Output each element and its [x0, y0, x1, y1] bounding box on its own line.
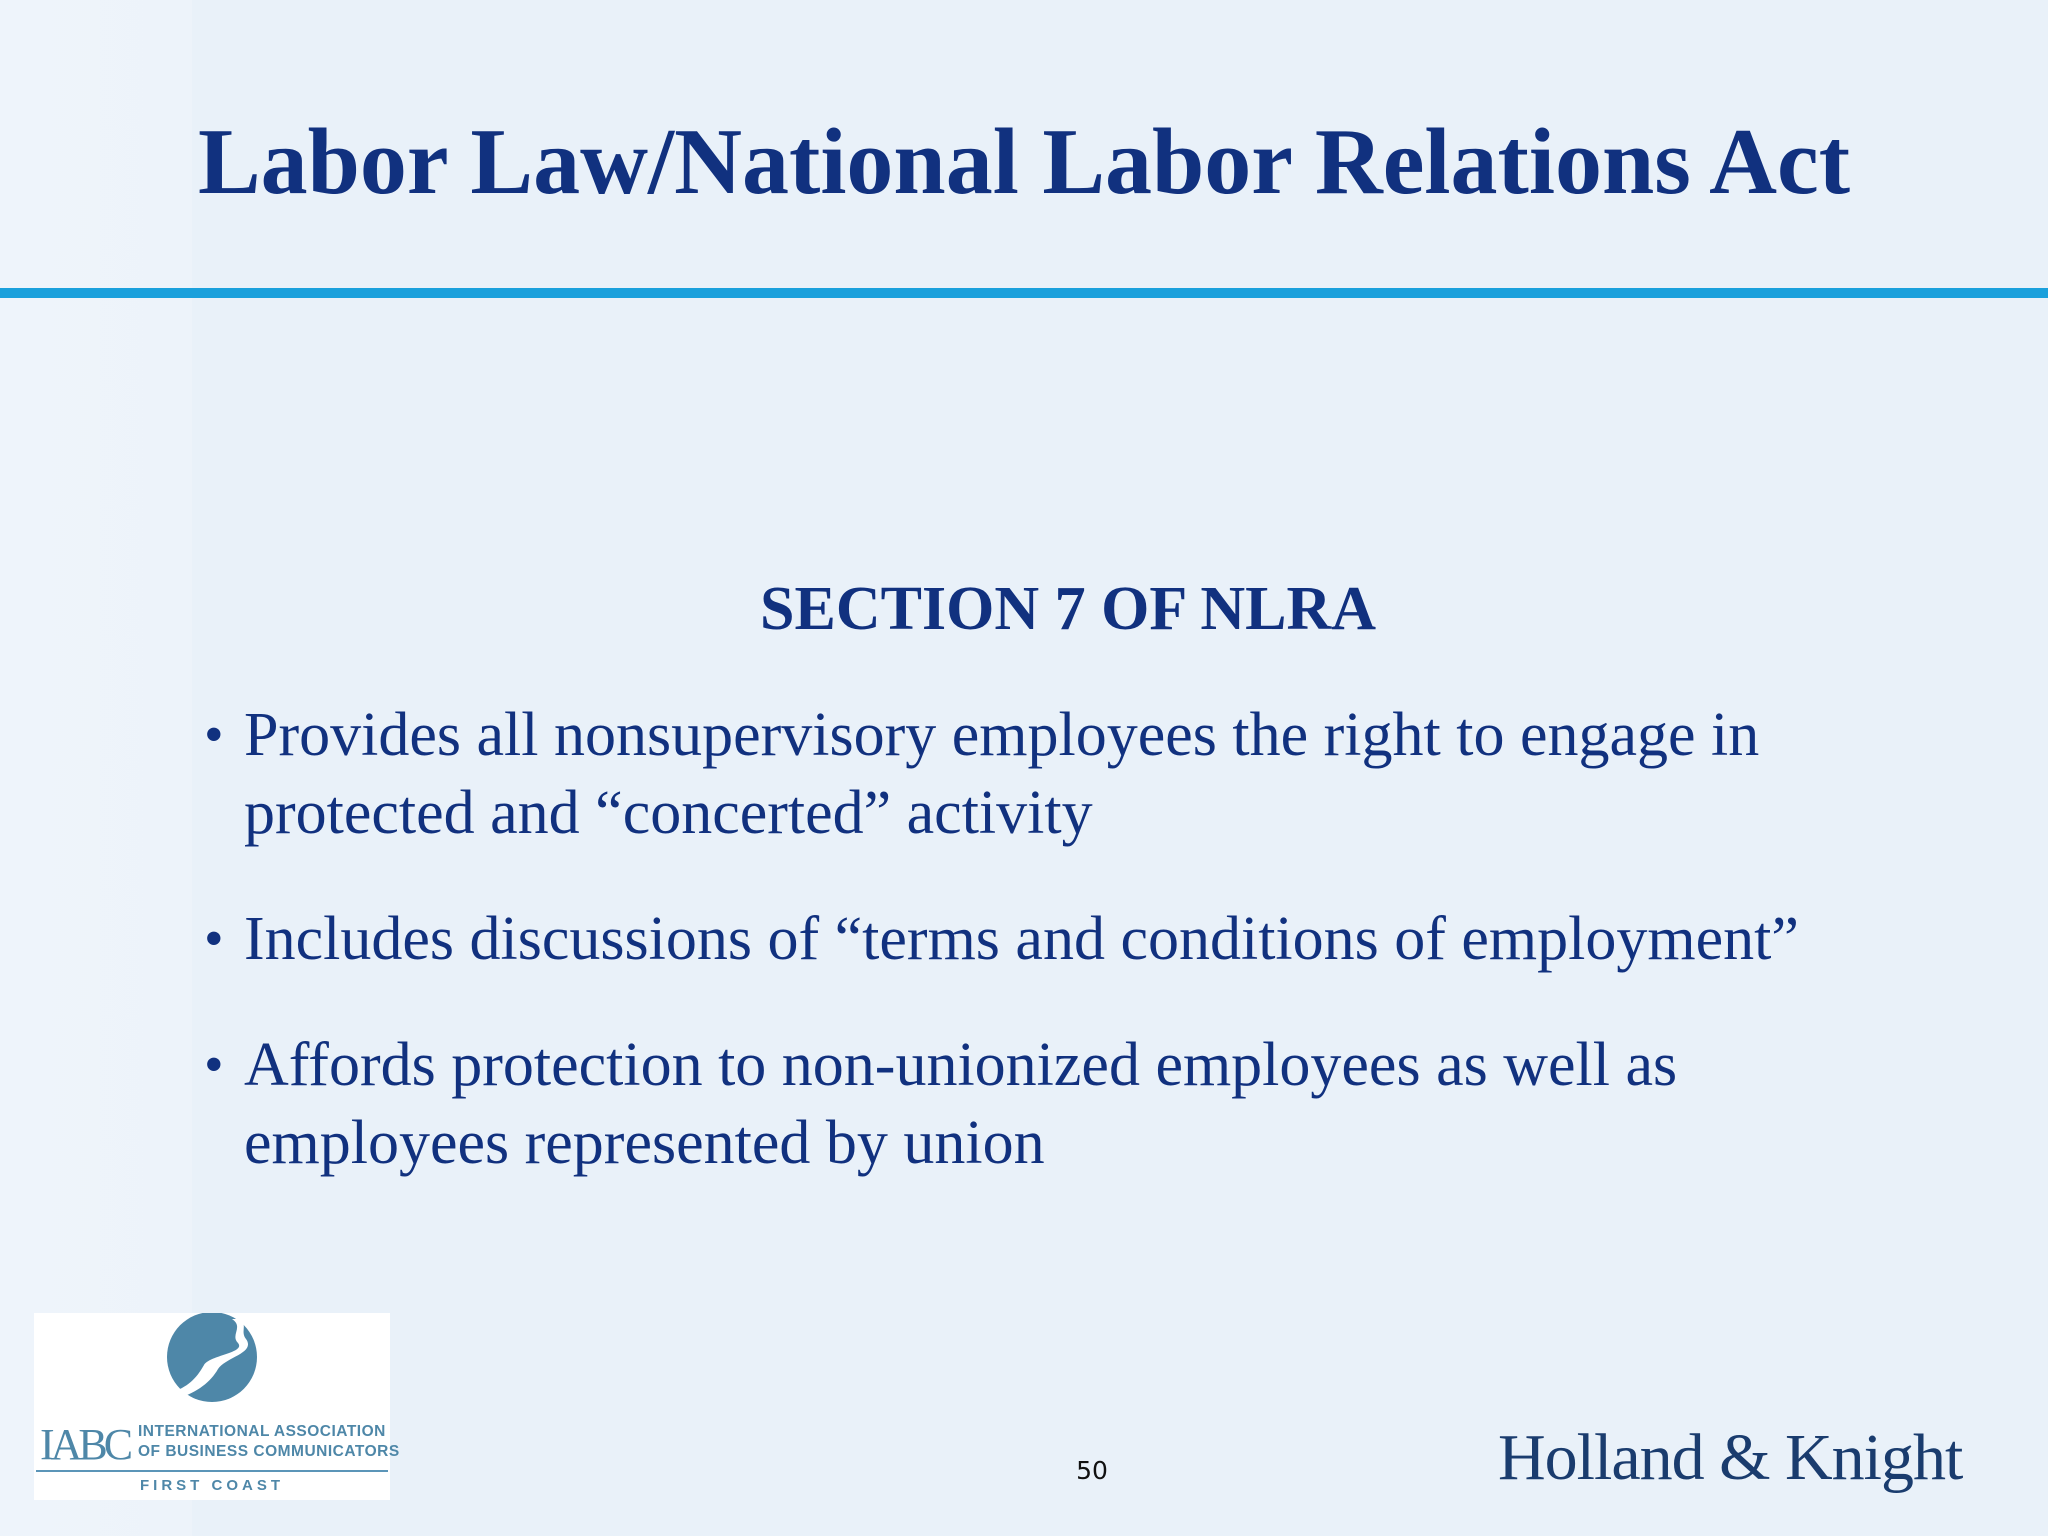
iabc-name-line: OF BUSINESS COMMUNICATORS	[138, 1443, 400, 1460]
bullet-line: protected and “concerted” activity	[244, 779, 1093, 847]
bullet-dot: •	[204, 1034, 224, 1096]
bullet-line: Affords protection to non-unionized employees as well as	[244, 1031, 1678, 1099]
river-circle-icon	[34, 1313, 390, 1423]
title-divider	[0, 288, 2048, 298]
bullet-line: employees represented by union	[244, 1109, 1045, 1177]
holland-knight-logo: Holland & Knight	[1498, 1421, 1963, 1494]
bullet-text	[244, 701, 1759, 847]
bullet-text	[244, 905, 1799, 973]
bullet-item	[204, 900, 2004, 978]
bullet-dot: •	[204, 704, 224, 766]
iabc-name-line: INTERNATIONAL ASSOCIATION	[138, 1423, 386, 1440]
bullet-text	[244, 1031, 1677, 1177]
iabc-logo	[34, 1313, 400, 1500]
bullet-line: Includes discussions of “terms and conditions of employment”	[244, 905, 1799, 973]
bullet-item	[204, 696, 2004, 852]
iabc-letters: IABC	[40, 1420, 130, 1469]
bullet-list	[204, 696, 2004, 1230]
bullet-item	[204, 1026, 2004, 1182]
left-background-band	[0, 0, 192, 1536]
iabc-chapter: FIRST COAST	[140, 1477, 284, 1494]
bullet-dot: •	[204, 908, 224, 970]
iabc-divider	[36, 1470, 388, 1472]
page-number: 50	[1076, 1456, 1108, 1485]
section-heading: SECTION 7 OF NLRA	[760, 575, 1377, 643]
bullet-line: Provides all nonsupervisory employees the right to engage in	[244, 701, 1760, 769]
slide-title: Labor Law/National Labor Relations Act	[197, 110, 1851, 214]
